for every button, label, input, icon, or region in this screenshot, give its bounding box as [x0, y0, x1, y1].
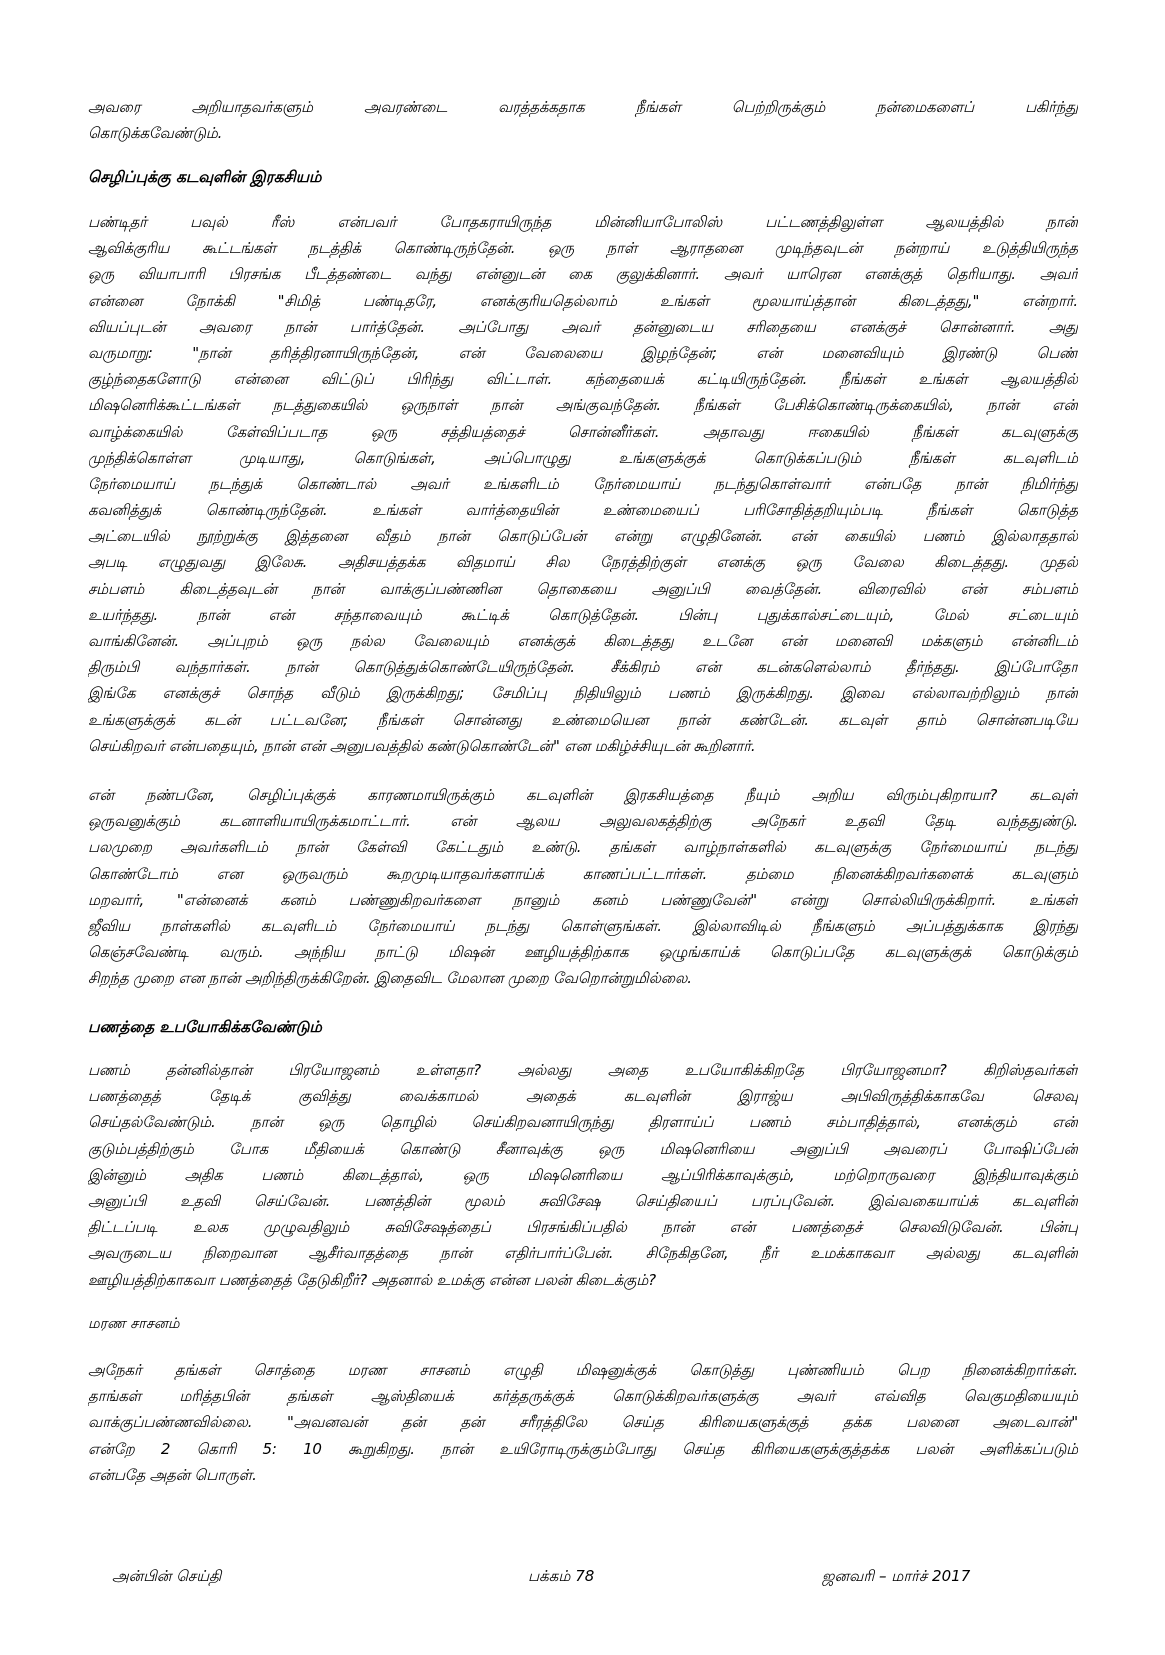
text-line: மிஷனெரிக்கூட்டங்கள் நடத்துகையில் ஒருநாள் நான் அங்குவந்தேன். நீங்கள் பேசிக்கொண்டிருக்கையில், நான் என்	[88, 396, 1078, 415]
section-heading-prosperity-secret	[88, 164, 1078, 190]
text-line: வாழ்க்கையில் கேள்விப்படாத ஒரு சத்தியத்தைச் சொன்னீர்கள். அதாவது ஈகையில் நீங்கள் கடவுளுக்கு	[88, 422, 1078, 441]
text-line: கெஞ்சவேண்டி வரும். அந்நிய நாட்டு மிஷன் ஊழியத்திற்காக ஒழுங்காய்க் கொடுப்பதே கடவுளுக்குக் கொடுக்கும்	[88, 943, 1078, 962]
text-line: பணம் தன்னில்தான் பிரயோஜனம் உள்ளதா? அல்லது அதை உபயோகிக்கிறதே பிரயோஜனமா? கிறிஸ்தவர்கள்	[88, 1061, 1078, 1079]
text-line: அட்டையில் நூற்றுக்கு இத்தனை வீதம் நான் கொடுப்பேன் என்று எழுதினேன். என் கையில் பணம் இல்லாததால்	[88, 527, 1078, 546]
footer-page-number: பக்கம் 78	[528, 1567, 595, 1585]
text-line: செய்கிறவர் என்பதையும், நான் என் அனுபவத்தில் கண்டுகொண்டேன்" என மகிழ்ச்சியுடன் கூறினார்.	[88, 736, 756, 755]
footer-issue-date: ஜனவரி – மார்ச் 2017	[822, 1567, 971, 1585]
text-line: என்பதே அதன் பொருள்.	[88, 1465, 257, 1484]
text-line: சம்பளம் கிடைத்தவுடன் நான் வாக்குப்பண்ணின தொகையை அனுப்பி வைத்தேன். விரைவில் என் சம்பளம்	[88, 579, 1078, 598]
text-line: கொடுக்கவேண்டும்.	[88, 124, 223, 143]
paragraph-use-money	[88, 1057, 1078, 1293]
text-line: பண்டிதர் பவுல் ரீஸ் என்பவர் போதகராயிருந்த மின்னியாபோலிஸ் பட்டணத்திலுள்ள ஆலயத்தில் நான்	[88, 213, 1078, 231]
heading-text: மரண சாசனம்	[88, 1316, 180, 1332]
text-line: உயர்ந்தது. நான் என் சந்தாவையும் கூட்டிக் கொடுத்தேன். பின்பு புதுக்கால்சட்டையும், மேல் சட்டையும்	[88, 605, 1078, 624]
footer-publication-name: அன்பின் செய்தி	[112, 1567, 222, 1585]
paragraph-god-secret	[88, 782, 1078, 992]
text-line: குழ்ந்தைகளோடு என்னை விட்டுப் பிரிந்து விட்டாள். கந்தையைக் கட்டியிருந்தேன். நீங்கள் உங்கள் ஆலயத்தில்	[88, 370, 1078, 389]
text-line: வருமாறு: "நான் தரித்திரனாயிருந்தேன், என் வேலையை இழந்தேன்; என் மனைவியும் இரண்டு பெண்	[88, 343, 1078, 362]
text-line: அநேகர் தங்கள் சொத்தை மரண சாசனம் எழுதி மிஷனுக்குக் கொடுத்து புண்ணியம் பெற நினைக்கிறார்கள்.	[88, 1361, 1078, 1379]
text-line: ஆவிக்குரிய கூட்டங்கள் நடத்திக் கொண்டிருந்தேன். ஒரு நாள் ஆராதனை முடிந்தவுடன் நன்றாய் உடுத்தியிருந்த	[88, 239, 1078, 258]
text-line: அவருடைய நிறைவான ஆசீர்வாதத்தை நான் எதிர்பார்ப்பேன். சிநேகிதனே, நீர் உமக்காகவா அல்லது கடவுளின்	[88, 1244, 1078, 1263]
text-line: கொண்டோம் என ஒருவரும் கூறமுடியாதவர்களாய்க் காணப்பட்டார்கள். தம்மை நினைக்கிறவர்களைக் கடவுளும்	[88, 864, 1078, 883]
text-line: நேர்மையாய் நடந்துக் கொண்டால் அவர் உங்களிடம் நேர்மையாய் நடந்துகொள்வார் என்பதே நான் நிமிர்ந்து	[88, 474, 1078, 493]
text-line: வாங்கினேன். அப்புறம் ஒரு நல்ல வேலையும் எனக்குக் கிடைத்தது உடனே என் மனைவி மக்களும் என்னிடம்	[88, 632, 1078, 650]
paragraph-will	[88, 1357, 1078, 1488]
paragraph-intro-continuation	[88, 94, 1078, 146]
text-line: ஒரு வியாபாரி பிரசங்க பீடத்தண்டை வந்து என்னுடன் கை குலுக்கினார். அவர் யாரென எனக்குத் தெரியாது. அவர்	[88, 265, 1078, 284]
text-line: அபடி எழுதுவது இலேசு. அதிசயத்தக்க விதமாய் சில நேரத்திற்குள் எனக்கு ஒரு வேலை கிடைத்தது. முதல்	[88, 553, 1078, 572]
paragraph-testimony	[88, 209, 1078, 759]
text-line: சிறந்த முறை என நான் அறிந்திருக்கிறேன். இதைவிட மேலான முறை வேறொன்றுமில்லை.	[88, 969, 692, 988]
text-line: குடும்பத்திற்கும் போக மீதியைக் கொண்டு சீனாவுக்கு ஒரு மிஷனெரியை அனுப்பி அவரைப் போஷிப்பேன்	[88, 1139, 1078, 1158]
heading-text: பணத்தை உபயோகிக்கவேண்டும்	[88, 1018, 322, 1036]
text-line: பலமுறை அவர்களிடம் நான் கேள்வி கேட்டதும் உண்டு. தங்கள் வாழ்நாள்களில் கடவுளுக்கு நேர்மையாய் நடந்து	[88, 838, 1078, 857]
text-line: அவரை அறியாதவர்களும் அவரண்டை வரத்தக்கதாக நீங்கள் பெற்றிருக்கும் நன்மைகளைப் பகிர்ந்து	[88, 98, 1078, 116]
text-line: என்னை நோக்கி "சிமித் பண்டிதரே, எனக்குரியதெல்லாம் உங்கள் மூலயாய்த்தான் கிடைத்தது," என்றார்.	[88, 291, 1078, 310]
heading-text: செழிப்புக்கு கடவுளின் இரகசியம்	[88, 168, 322, 186]
section-heading-will	[88, 1311, 1078, 1337]
text-line: என் நண்பனே, செழிப்புக்குக் காரணமாயிருக்கும் கடவுளின் இரகசியத்தை நீயும் அறிய விரும்புகிறாயா? கடவுள்	[88, 786, 1078, 804]
text-line: ஊழியத்திற்காகவா பணத்தைத் தேடுகிறீர்? அதனால் உமக்கு என்ன பலன் கிடைக்கும்?	[88, 1270, 656, 1289]
text-line: மறவார், "என்னைக் கனம் பண்ணுகிறவர்களை நானும் கனம் பண்ணுவேன்" என்று சொல்லியிருக்கிறார். உங்கள்	[88, 890, 1078, 909]
text-line: திரும்பி வந்தார்கள். நான் கொடுத்துக்கொண்டேயிருந்தேன். சீக்கிரம் என் கடன்களெல்லாம் தீர்ந்தது. இப்போதோ	[88, 658, 1078, 677]
text-line: திட்டப்படி உலக முழுவதிலும் சுவிசேஷத்தைப் பிரசங்கிப்பதில் நான் என் பணத்தைச் செலவிடுவேன். பின்பு	[88, 1218, 1078, 1237]
text-line: உங்களுக்குக் கடன் பட்டவனே; நீங்கள் சொன்னது உண்மையென நான் கண்டேன். கடவுள் தாம் சொன்னபடியே	[88, 710, 1078, 729]
section-heading-use-money	[88, 1014, 1078, 1040]
text-line: ஒருவனுக்கும் கடனாளியாயிருக்கமாட்டார். என் ஆலய அலுவலகத்திற்கு அநேகர் உதவி தேடி வந்ததுண்டு.	[88, 812, 1078, 831]
text-line: முந்திக்கொள்ள முடியாது, கொடுங்கள், அப்பொழுது உங்களுக்குக் கொடுக்கப்படும் நீங்கள் கடவுளிடம்	[88, 448, 1078, 467]
text-line: ஜீவிய நாள்களில் கடவுளிடம் நேர்மையாய் நடந்து கொள்ளுங்கள். இல்லாவிடில் நீங்களும் அப்பத்துக்காக இரந்து	[88, 916, 1078, 935]
text-line: என்றே 2 கொரி 5: 10 கூறுகிறது. நான் உயிரோடிருக்கும்போது செய்த கிரியைகளுக்குத்தக்க பலன் அளிக்கப்படும்	[88, 1439, 1078, 1458]
text-line: அனுப்பி உதவி செய்வேன். பணத்தின் மூலம் சுவிசேஷ செய்தியைப் பரப்புவேன். இவ்வகையாய்க் கடவுளின்	[88, 1191, 1078, 1210]
text-line: வாக்குப்பண்ணவில்லை. "அவனவன் தன் தன் சரீரத்திலே செய்த கிரியைகளுக்குத் தக்க பலனை அடைவான்"	[88, 1413, 1078, 1432]
text-line: பணத்தைத் தேடிக் குவித்து வைக்காமல் அதைக் கடவுளின் இராஜ்ய அபிவிருத்திக்காகவே செலவு	[88, 1087, 1078, 1106]
text-line: செய்தல்வேண்டும். நான் ஒரு தொழில் செய்கிறவனாயிருந்து திரளாய்ப் பணம் சம்பாதித்தால், எனக்கும் என்	[88, 1113, 1078, 1132]
text-line: இன்னும் அதிக பணம் கிடைத்தால், ஒரு மிஷனெரியை ஆப்பிரிக்காவுக்கும், மற்றொருவரை இந்தியாவுக்கும்	[88, 1165, 1078, 1184]
text-line: தாங்கள் மரித்தபின் தங்கள் ஆஸ்தியைக் கர்த்தருக்குக் கொடுக்கிறவர்களுக்கு அவர் எவ்வித வெகுமதியையும்	[88, 1387, 1078, 1406]
text-line: கவனித்துக் கொண்டிருந்தேன். உங்கள் வார்த்தையின் உண்மையைப் பரிசோதித்தறியும்படி நீங்கள் கொடுத்த	[88, 501, 1078, 520]
text-line: இங்கே எனக்குச் சொந்த வீடும் இருக்கிறது; சேமிப்பு நிதியிலும் பணம் இருக்கிறது. இவை எல்லாவற்றிலும் நான்	[88, 684, 1078, 703]
text-line: வியப்புடன் அவரை நான் பார்த்தேன். அப்போது அவர் தன்னுடைய சரிதையை எனக்குச் சொன்னார். அது	[88, 317, 1078, 336]
